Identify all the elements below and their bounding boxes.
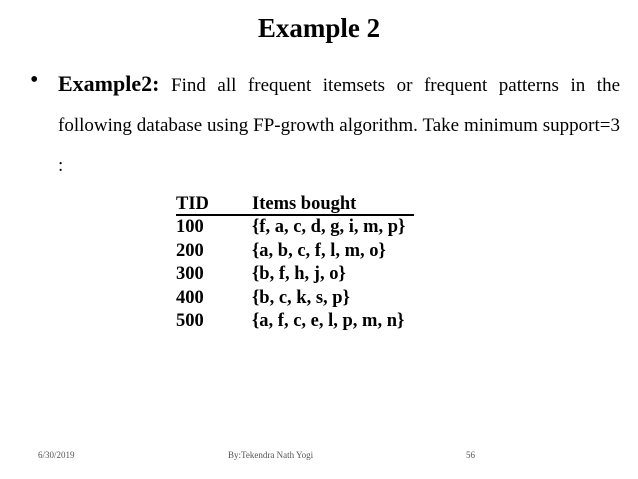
header-tid: TID bbox=[176, 194, 252, 215]
footer-author: By:Tekendra Nath Yogi bbox=[228, 450, 314, 460]
footer-date: 6/30/2019 bbox=[38, 450, 75, 460]
cell-tid: 300 bbox=[176, 264, 204, 284]
cell-items: {f, a, c, d, g, i, m, p} bbox=[252, 217, 406, 237]
cell-items: {a, f, c, e, l, p, m, n} bbox=[252, 311, 405, 331]
cell-tid: 200 bbox=[176, 240, 204, 261]
cell-tid: 100 bbox=[176, 217, 204, 237]
bullet-paragraph bbox=[58, 64, 620, 186]
table-row bbox=[176, 287, 414, 311]
cell-items: {a, b, c, f, l, m, o} bbox=[252, 240, 386, 261]
cell-tid: 400 bbox=[176, 287, 204, 308]
cell-tid: 500 bbox=[176, 311, 204, 331]
table-row bbox=[176, 240, 414, 264]
table-row bbox=[176, 310, 414, 334]
slide-title: Example 2 bbox=[257, 13, 381, 43]
header-items: Items bought bbox=[252, 194, 414, 215]
cell-items: {b, f, h, j, o} bbox=[252, 264, 346, 284]
bullet-text: Find all frequent itemsets or frequent patterns in the following database using FP-growth algorithm. Take minimum support=3 : bbox=[58, 75, 621, 176]
table-header-row bbox=[176, 194, 414, 215]
bullet-point bbox=[30, 64, 620, 186]
cell-items: {b, c, k, s, p} bbox=[252, 287, 350, 308]
bullet-lead: Example2: bbox=[58, 71, 160, 96]
transaction-table bbox=[176, 194, 414, 334]
table-row bbox=[176, 215, 414, 240]
footer-page-number: 56 bbox=[466, 450, 475, 460]
table-row bbox=[176, 263, 414, 287]
bullet-icon: • bbox=[30, 67, 39, 93]
